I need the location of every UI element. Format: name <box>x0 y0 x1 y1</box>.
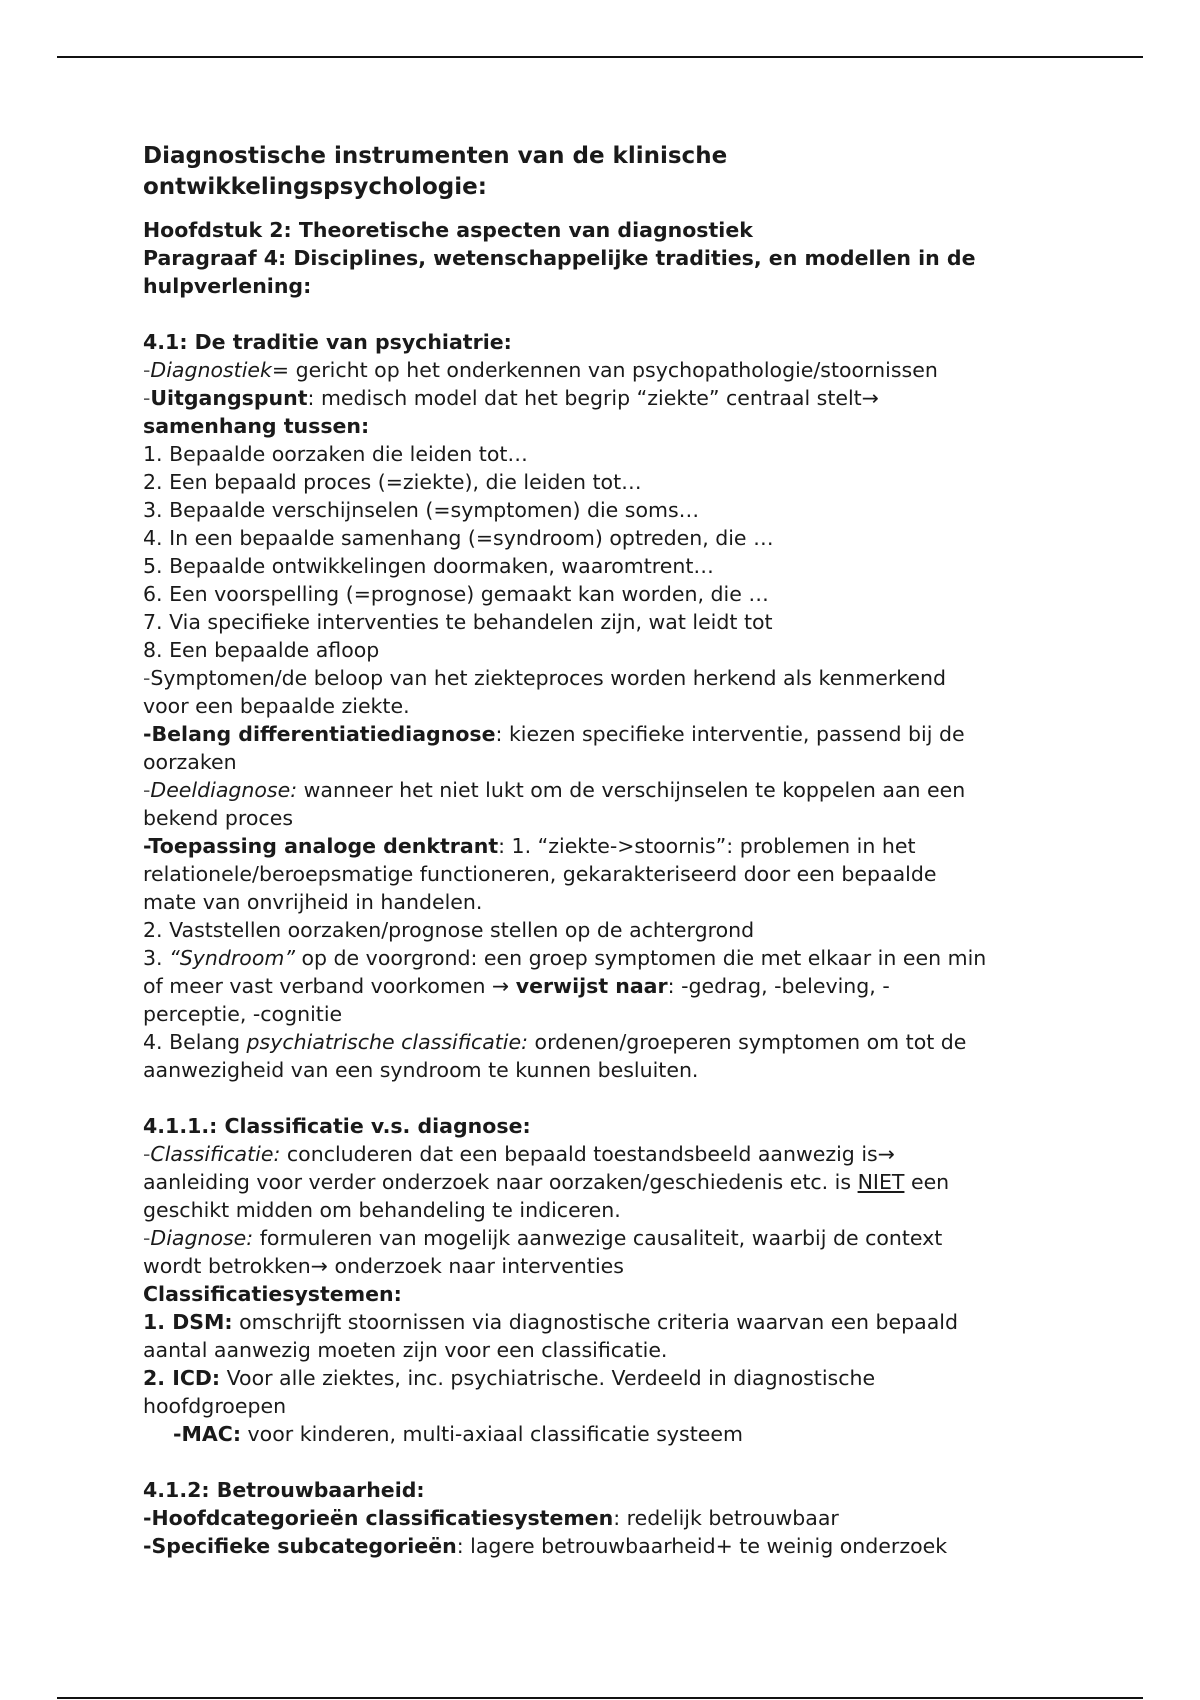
syndroom-line-2: of meer vast verband voorkomen → verwijst naar: -gedrag, -beleving, - <box>143 974 890 998</box>
header-rule <box>57 56 1143 58</box>
syndroom-line-3: perceptie, -cognitie <box>143 1002 343 1026</box>
title-line-2: ontwikkelingspsychologie: <box>143 174 487 200</box>
paragraph-heading-line-1: Paragraaf 4: Disciplines, wetenschappelijke tradities, en modellen in de <box>143 246 976 270</box>
chapter-heading: Hoofdstuk 2: Theoretische aspecten van diagnostiek <box>143 218 753 242</box>
arrow-right-icon: → <box>492 974 510 998</box>
syndroom-line-1: 3. “Syndroom” op de voorgrond: een groep symptomen die met elkaar in een min <box>143 946 987 970</box>
diagnose-line-2: wordt betrokken→ onderzoek naar interventies <box>143 1254 624 1278</box>
arrow-right-icon: → <box>877 1142 895 1166</box>
footer-rule <box>57 1697 1143 1699</box>
list-item: 1. Bepaalde oorzaken die leiden tot… <box>143 442 528 466</box>
section-heading-4-1-2: 4.1.2: Betrouwbaarheid: <box>143 1478 425 1502</box>
belang-classificatie-line-2: aanwezigheid van een syndroom te kunnen besluiten. <box>143 1058 699 1082</box>
arrow-right-icon: → <box>310 1254 328 1278</box>
toepassing-line-2: relationele/beroepsmatige functioneren, gekarakteriseerd door een bepaalde <box>143 862 937 886</box>
uitgangspunt-definition: -Uitgangspunt: medisch model dat het begrip “ziekte” centraal stelt→ <box>143 386 879 410</box>
arrow-right-icon: → <box>861 386 879 410</box>
list-item: 3. Bepaalde verschijnselen (=symptomen) die soms… <box>143 498 700 522</box>
differentiatiediagnose-line-2: oorzaken <box>143 750 237 774</box>
dsm-line-1: 1. DSM: omschrijft stoornissen via diagnostische criteria waarvan een bepaald <box>143 1310 959 1334</box>
dsm-line-2: aantal aanwezig moeten zijn voor een classificatie. <box>143 1338 668 1362</box>
differentiatiediagnose-line-1: -Belang differentiatiediagnose: kiezen specifieke interventie, passend bij de <box>143 722 965 746</box>
symptomen-line-1: -Symptomen/de beloop van het ziekteproces worden herkend als kenmerkend <box>143 666 947 690</box>
list-item: 4. In een bepaalde samenhang (=syndroom) optreden, die … <box>143 526 774 550</box>
toepassing-line-1: -Toepassing analoge denktrant: 1. “ziekte->stoornis”: problemen in het <box>143 834 916 858</box>
document-title <box>143 141 1083 203</box>
list-item: 2. Een bepaald proces (=ziekte), die leiden tot… <box>143 470 642 494</box>
vaststellen-line: 2. Vaststellen oorzaken/prognose stellen op de achtergrond <box>143 918 755 942</box>
section-heading-4-1-1: 4.1.1.: Classificatie v.s. diagnose: <box>143 1114 531 1138</box>
list-item: 5. Bepaalde ontwikkelingen doormaken, waaromtrent… <box>143 554 714 578</box>
belang-classificatie-line-1: 4. Belang psychiatrische classificatie: ordenen/groeperen symptomen om tot de <box>143 1030 967 1054</box>
icd-line-2: hoofdgroepen <box>143 1394 287 1418</box>
list-item: 6. Een voorspelling (=prognose) gemaakt kan worden, die … <box>143 582 769 606</box>
document-body <box>143 141 1083 1560</box>
classificatie-line-2: aanleiding voor verder onderzoek naar oorzaken/geschiedenis etc. is NIET een <box>143 1170 950 1194</box>
list-item: 8. Een bepaalde afloop <box>143 638 380 662</box>
subcategorieen-line: -Specifieke subcategorieën: lagere betrouwbaarheid+ te weinig onderzoek <box>143 1534 948 1558</box>
mac-line: -MAC: voor kinderen, multi-axiaal classificatie systeem <box>173 1422 743 1446</box>
paragraph-heading-line-2: hulpverlening: <box>143 274 312 298</box>
diagnostiek-definition: -Diagnostiek= gericht op het onderkennen van psychopathologie/stoornissen <box>143 358 938 382</box>
hoofdcategorieen-line: -Hoofdcategorieën classificatiesystemen: redelijk betrouwbaar <box>143 1506 839 1530</box>
deeldiagnose-line-2: bekend proces <box>143 806 293 830</box>
section-heading-4-1: 4.1: De traditie van psychiatrie: <box>143 330 512 354</box>
title-line-1: Diagnostische instrumenten van de klinische <box>143 143 728 169</box>
list-item: 7. Via specifieke interventies te behandelen zijn, wat leidt tot <box>143 610 773 634</box>
classificatiesystemen-heading: Classificatiesystemen: <box>143 1282 402 1306</box>
classificatie-line-1: -Classificatie: concluderen dat een bepaald toestandsbeeld aanwezig is→ <box>143 1142 895 1166</box>
toepassing-line-3: mate van onvrijheid in handelen. <box>143 890 483 914</box>
deeldiagnose-line-1: -Deeldiagnose: wanneer het niet lukt om de verschijnselen te koppelen aan een <box>143 778 966 802</box>
icd-line-1: 2. ICD: Voor alle ziektes, inc. psychiatrische. Verdeeld in diagnostische <box>143 1366 876 1390</box>
samenhang-label: samenhang tussen: <box>143 414 370 438</box>
symptomen-line-2: voor een bepaalde ziekte. <box>143 694 410 718</box>
diagnose-line-1: -Diagnose: formuleren van mogelijk aanwezige causaliteit, waarbij de context <box>143 1226 943 1250</box>
classificatie-line-3: geschikt midden om behandeling te indiceren. <box>143 1198 621 1222</box>
